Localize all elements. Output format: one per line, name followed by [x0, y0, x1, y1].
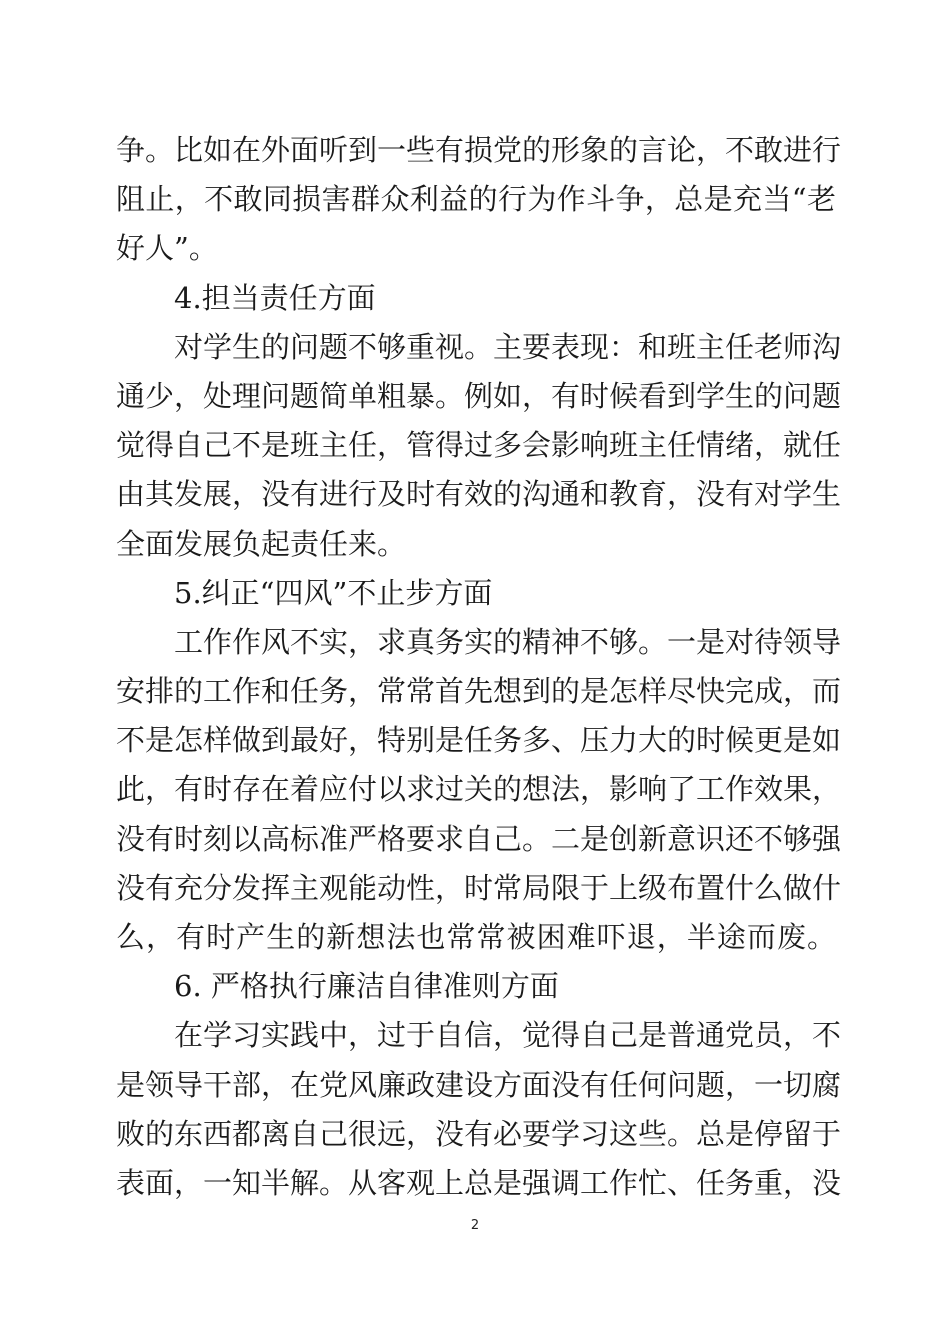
text-line: 表面，一知半解。从客观上总是强调工作忙、任务重，没 — [116, 1165, 842, 1200]
text-line: 没有时刻以高标准严格要求自己。二是创新意识还不够强 — [116, 821, 842, 856]
text-line: 工作作风不实，求真务实的精神不够。一是对待领导 — [174, 624, 842, 659]
text-line: 觉得自己不是班主任，管得过多会影响班主任情绪，就任 — [116, 428, 842, 463]
document-body — [116, 126, 842, 1208]
text-line: 阻止，不敢同损害群众利益的行为作斗争，总是充当“老 — [116, 182, 836, 217]
text-line: 由其发展，没有进行及时有效的沟通和教育，没有对学生 — [116, 477, 842, 512]
text-line: 是领导干部，在党风廉政建设方面没有任何问题，一切腐 — [116, 1067, 842, 1102]
text-line: 对学生的问题不够重视。主要表现：和班主任老师沟 — [174, 329, 842, 364]
section-heading: 6. 严格执行廉洁自律准则方面 — [174, 969, 559, 1004]
section-heading: 5.纠正“四风”不止步方面 — [174, 575, 493, 610]
text-line: 么，有时产生的新想法也常常被困难吓退，半途而废。 — [116, 920, 836, 954]
section-heading: 4.担当责任方面 — [174, 280, 376, 315]
text-line: 败的东西都离自己很远，没有必要学习这些。总是停留于 — [116, 1116, 842, 1151]
text-line: 安排的工作和任务，常常首先想到的是怎样尽快完成，而 — [116, 674, 842, 709]
text-line: 此，有时存在着应付以求过关的想法，影响了工作效果， — [116, 772, 842, 807]
text-line: 没有充分发挥主观能动性，时常局限于上级布置什么做什 — [116, 870, 842, 905]
text-line: 争。比如在外面听到一些有损党的形象的言论，不敢进行 — [116, 133, 842, 167]
text-line: 通少，处理问题简单粗暴。例如，有时候看到学生的问题 — [116, 378, 842, 413]
page-number: 2 — [470, 1218, 480, 1233]
text-line: 不是怎样做到最好，特别是任务多、压力大的时候更是如 — [116, 723, 842, 758]
text-line: 在学习实践中，过于自信，觉得自己是普通党员，不 — [174, 1018, 842, 1053]
text-line: 全面发展负起责任来。 — [116, 526, 407, 561]
text-line: 好人”。 — [116, 231, 218, 266]
